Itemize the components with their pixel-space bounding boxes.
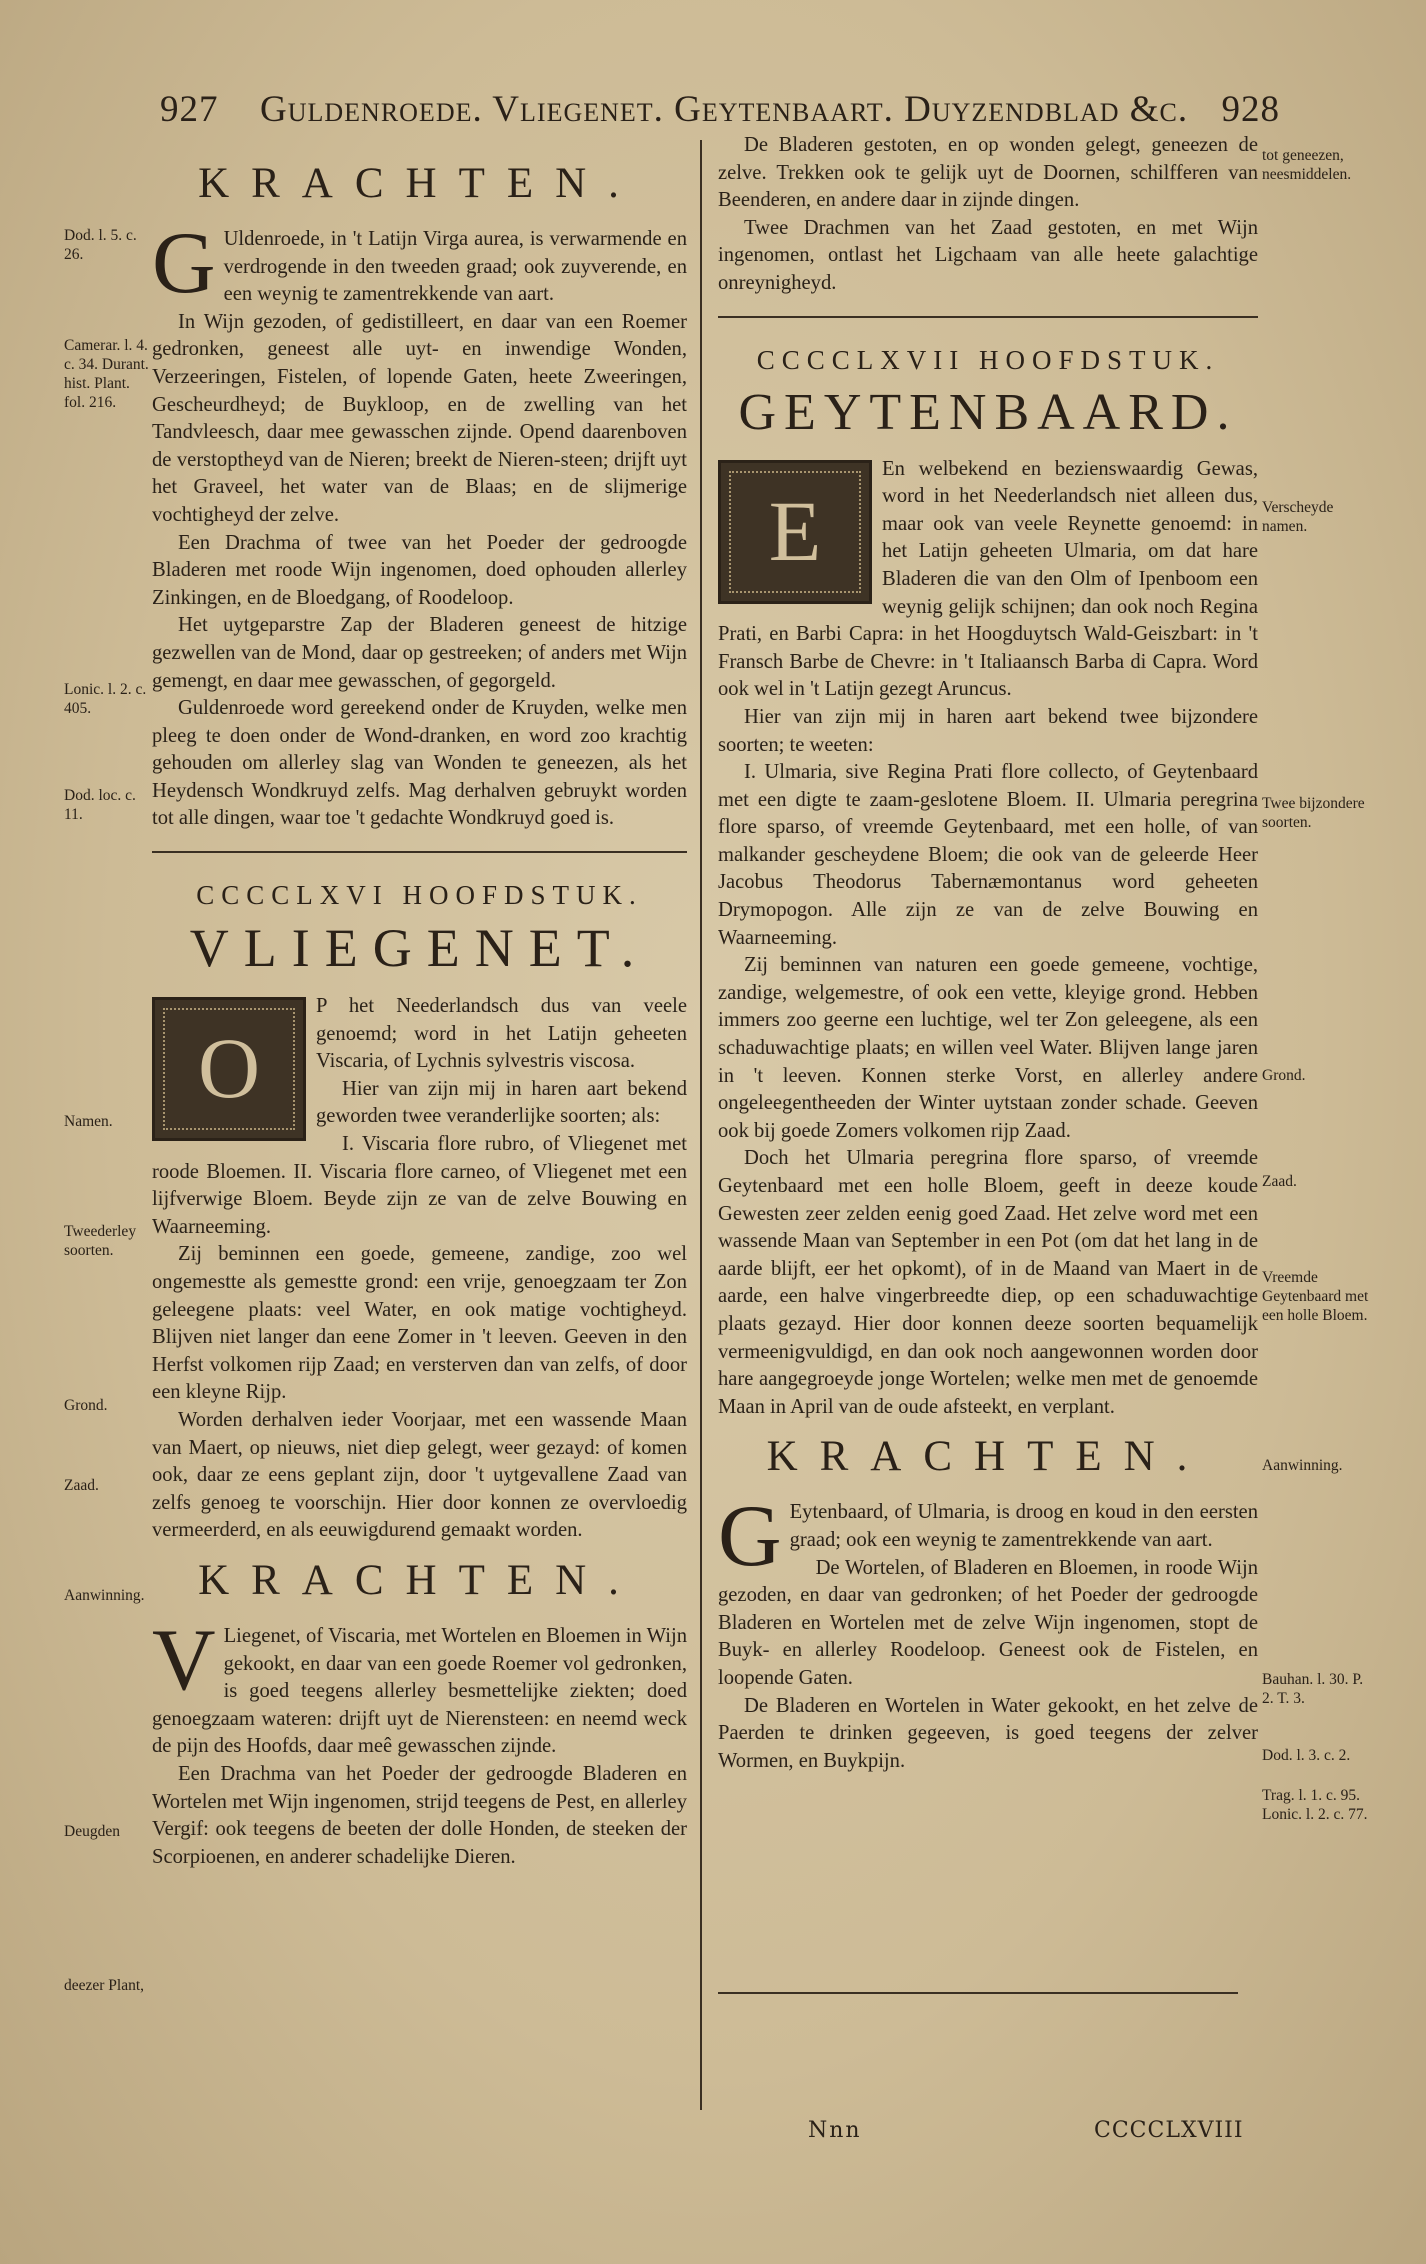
left-column [152, 148, 687, 1871]
margin-note: Twee bijzondere soorten. [1262, 795, 1365, 831]
margin-note: Zaad. [64, 1477, 99, 1494]
paragraph: Hier van zijn mij in haren aart bekend geworden twee veranderlijke soorten; als: [316, 1077, 687, 1128]
margin-note: Lonic. l. 2. c. 405. [64, 681, 147, 717]
running-header [160, 88, 1280, 138]
margin-note: Dod. l. 3. c. 2. [1262, 1747, 1351, 1764]
margin-note: Tweederley soorten. [64, 1223, 137, 1259]
margin-note: Grond. [1262, 1067, 1306, 1084]
paragraph [718, 1488, 1258, 1586]
ornamental-drop-cap: E [718, 460, 872, 604]
catchword: CCCCLXVIII [1094, 2118, 1244, 2143]
paragraph-text: En welbekend en bezienswaardig Gewas, word in het Neederlandsch niet alleen dus, maar ook van veele Reynette genoemd: in het Latijn geheeten Ulmaria, om dat hare Bladeren die van den Olm of Ipenboom een weynig gelijk schijnen; dan ook noch Regina Prati, en Barbi Capra: in het Hoogduytsch Wald-Geiszbart: in 't Fransch Barbe de Chevre: in 't Italiaansch Barba di Capra. Word ook wel in 't Latijn gezegt Aruncus. [718, 457, 1258, 701]
paragraph: Zij beminnen van naturen een goede gemeene, vochtige, zandige, welgemestre, of ook een vette, kleyige grond. Hebben immers zoo geerne een luchtige, wel ter Zon geleegene, als een schaduwachtige plaats; en willen veel Water. Blijven lange jaren in 't leeven. Konnen sterke Vorst, en allerley andere ongeleegentheeden der Winter uytstaan zonder schade. Geeven ook bij goede Zomers volkomen rijp Zaad. [718, 954, 1258, 1142]
drop-cap: G [152, 215, 216, 312]
paragraph: Zij beminnen een goede, gemeene, zandige, zoo wel ongemestte als gemestte grond: een vrije, genoegzaam ter Zon geleegene plaats: veel Water, en ook matige vochtigheyd. Blijven niet langer dan eene Zomer in 't leeven. Geeven in den Herfst volkomen rijp Zaad; en versterven dan van zelfs, of door een kleyne Rijp. [152, 1243, 687, 1404]
paragraph: In Wijn gezoden, of gedistilleert, en daar van een Roemer gedronken, geneest alle uyt- en inwendige Wonden, Verzeeringen, Fistelen, of lopende Gaten, heete Zweeringen, Gescheurdheyd; de Buykloop, en de zwelling van het Tandvleesch, daar mee gewasschen zijnde. Opend daarenboven de verstoptheyd van de Nieren; breekt de Nieren-steen; drijft uyt het Graveel, het water van de Blaas; en de slijmerige vochtigheyd der zelve. [152, 310, 687, 526]
page-number-left: 927 [160, 89, 219, 130]
paragraph [718, 456, 1258, 704]
drop-cap: G [718, 1488, 782, 1586]
paragraph-text: P het Neederlandsch dus van veele genoemd; word in het Latijn geheeten Viscaria, of Lychnis sylvestris viscosa. [316, 995, 687, 1073]
margin-note: Zaad. [1262, 1173, 1297, 1190]
paragraph: De Wortelen, of Bladeren en Bloemen, in roode Wijn gezoden, en daar van gedronken; of het Poeder der gedroogde Bladeren en Wortelen met de zelve Wijn ingenomen, stopt de Buyk- en allerley Roodeloop. Geneest ook de Fistelen, en loopende Gaten. [718, 1556, 1258, 1689]
paragraph: I. Ulmaria, sive Regina Prati flore collecto, of Geytenbaard met een digte te zaam-geslotene Bloem. II. Ulmaria peregrina flore sparso, of vreemde Geytenbaard, met een holle, of van malkander gescheydene Bloem; die ook van de geleerde Heer Jacobus Theodorus Tabernæmontanus word geheeten Drymopogon. Alle zijn ze van de zelve Bouwing en Waarneeming. [718, 761, 1258, 949]
running-title: Guldenroede. Vliegenet. Geytenbaart. Duyzendblad &c. [260, 89, 1189, 130]
drop-cap: V [152, 1611, 216, 1709]
chapter-title: GEYTENBAARD. [738, 383, 1238, 441]
paragraph [152, 215, 687, 312]
paragraph: Twee Drachmen van het Zaad gestoten, en met Wijn ingenomen, ontlast het Ligchaam van alle heete galachtige onreynigheyd. [718, 216, 1258, 294]
margin-note: Aanwinning. [64, 1587, 145, 1604]
paragraph [152, 1611, 687, 1761]
paragraph: Hier van zijn mij in haren aart bekend twee bijzondere soorten; te weeten: [718, 705, 1258, 756]
paragraph-text: Uldenroede, in 't Latijn Virga aurea, is verwarmende en verdrogende in den tweeden graad; ook zuyverende, en een weynig te zamentrekkende van aart. [223, 228, 687, 306]
margin-note: tot geneezen, neesmiddelen. [1262, 147, 1352, 183]
margin-note: Aanwinning. [1262, 1457, 1343, 1474]
column-divider [700, 140, 702, 2110]
chapter-number: CCCCLXVII HOOFDSTUK. [756, 344, 1220, 375]
paragraph-text: Liegenet, of Viscaria, met Wortelen en Bloemen in Wijn gekookt, en daar van een goede Roemer vol gedronken, is goed teegens allerley besmettelijke ziekten; doed genoegzaam wateren: drijft uyt de Nierensteen: en neemd weck de pijn des Hoofds, daar meê gewasschen zijnde. [152, 1624, 687, 1758]
margin-note: Trag. l. 1. c. 95. Lonic. l. 2. c. 77. [1262, 1787, 1368, 1823]
margin-note: Deugden [64, 1823, 120, 1840]
margin-note: deezer Plant, [64, 1977, 145, 1994]
margin-note: Dod. loc. c. 11. [64, 787, 136, 823]
ornamental-drop-cap: O [152, 997, 306, 1141]
margin-note: Namen. [64, 1113, 113, 1130]
margin-note: Bauhan. l. 30. P. 2. T. 3. [1262, 1671, 1364, 1707]
paragraph: Guldenroede word gereekend onder de Kruyden, welke men pleeg te doen onder de Wond-dranken, en word zoo krachtig gehouden om allerley slag van Wonden te geneezen, als het Heydensch Wondkruyd zelfs. Mag derhalven gebruykt worden tot alle dingen, waar toe 't gedachte Wondkruyd goed is. [152, 697, 687, 830]
paragraph: Doch het Ulmaria peregrina flore sparso, of vreemde Geytenbaard met een holle Bloem, geeft in deeze koude Gewesten zeer zelden eenig goed Zaad. Het zelve word met een wassende Maan van September in een Pot (om dat het lang in de aarde blijft, eer het opkomt), of in de Maand van Maert in de aarde, een halve vingerbreedte diep, op een schaduwachtige plaats gezayd. Hier door konnen deeze soorten bequamelijk vermeenigvuldigd, en dan ook noch aangewonnen worden door hare aangegroeyde jonge Wortelen; welke men met de genoemde Maan in April van de oude afsteekt, en verplant. [718, 1147, 1258, 1418]
right-column [718, 132, 1258, 1775]
section-heading-krachten: KRACHTEN. [198, 1556, 641, 1604]
margin-note: Vreemde Geytenbaard met een holle Bloem. [1262, 1269, 1369, 1324]
paragraph: Worden derhalven ieder Voorjaar, met een wassende Maan van Maert, op nieuws, niet diep gelegt, weer gezayd: of komen ook, daar ze eens geplant zijn, door 't uytgevallene Zaad van zelfs genoeg te voorschijn. Hier door konnen ze overvloedig vermeerderd, en als eeuwigdurend gemaakt worden. [152, 1408, 687, 1542]
horizontal-rule [152, 851, 687, 853]
paragraph: I. Viscaria flore rubro, of Vliegenet met roode Bloemen. II. Viscaria flore carneo, of Vliegenet met een lijfverwige Bloem. Beyde zijn ze van de zelve Bouwing en Waarneeming. [152, 1133, 687, 1238]
signature-mark: Nnn [808, 2118, 862, 2143]
paragraph-text: Eytenbaard, of Ulmaria, is droog en koud in den eersten graad; ook een weynig te zamentrekkende van aart. [789, 1501, 1258, 1551]
paragraph: Een Drachma of twee van het Poeder der gedroogde Bladeren met roode Wijn ingenomen, doed ophouden allerley Zinkingen, en de Bloedgang, of Roodeloop. [152, 531, 687, 609]
section-heading-krachten: KRACHTEN. [766, 1433, 1210, 1481]
section-heading-krachten: KRACHTEN. [198, 160, 641, 207]
paragraph: De Bladeren en Wortelen in Water gekookt, en het zelve de Paerden te drinken gegeeven, is goed teegens der zelver Wormen, en Buykpijn. [718, 1694, 1258, 1772]
horizontal-rule [718, 1992, 1238, 1994]
margin-note: Grond. [64, 1397, 108, 1414]
page-number-right: 928 [1221, 89, 1280, 130]
margin-note: Dod. l. 5. c. 26. [64, 227, 137, 263]
chapter-number: CCCCLXVI HOOFDSTUK. [196, 880, 643, 911]
paragraph: Een Drachma van het Poeder der gedroogde Bladeren en Wortelen met Wijn ingenomen, strijd teegens de Pest, en allerley Vergif: ook teegens de beeten der dolle Honden, de steeken der Scorpioenen, en anderer schadelijke Dieren. [152, 1762, 687, 1868]
margin-note: Verscheyde namen. [1262, 499, 1334, 535]
chapter-title: VLIEGENET. [189, 918, 650, 979]
paragraph: De Bladeren gestoten, en op wonden gelegt, geneezen de zelve. Trekken ook te gelijk uyt de Doornen, schilfferen van Beenderen, en andere daar in zijnde dingen. [718, 134, 1258, 212]
horizontal-rule [718, 316, 1258, 318]
paragraph: Het uytgeparstre Zap der Bladeren geneest de hitzige gezwellen van de Mond, daar op gestreeken; of anders met Wijn gemengt, en daar mee gewasschen, of gegorgeld. [152, 614, 687, 692]
margin-note: Camerar. l. 4. c. 34. Durant. hist. Plant. fol. 216. [64, 337, 149, 411]
